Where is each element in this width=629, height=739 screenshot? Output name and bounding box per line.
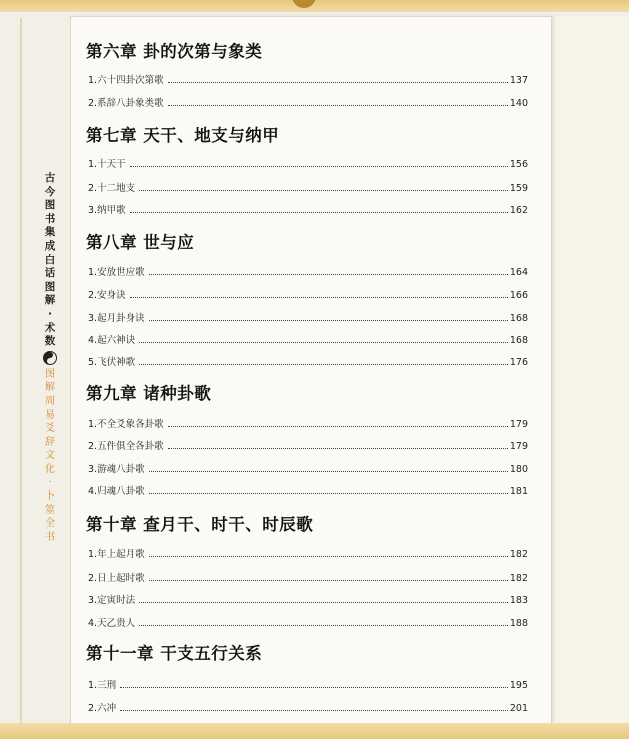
toc-entry[interactable] — [88, 285, 528, 301]
spine-sub-char: 筮 — [45, 504, 55, 516]
spine-sub-char: · — [48, 477, 52, 489]
toc-entry[interactable] — [88, 568, 528, 584]
dot-leader — [149, 579, 508, 581]
bottom-decorative-band — [0, 723, 629, 739]
entry-page: 179 — [509, 441, 528, 452]
entry-label: 3.纳甲歌 — [88, 205, 126, 216]
dot-leader — [130, 165, 508, 167]
entry-label: 1.不全爻象各卦歌 — [88, 419, 164, 430]
spine-sub-char: 解 — [45, 382, 55, 394]
dot-leader — [139, 601, 508, 603]
toc-entry[interactable] — [88, 459, 528, 475]
spine-sub-char: 辞 — [45, 436, 55, 448]
entry-label: 1.年上起月歌 — [88, 549, 145, 560]
entry-page: 164 — [509, 267, 528, 278]
toc-entry[interactable] — [88, 200, 528, 216]
entry-page: 176 — [509, 357, 528, 368]
entry-label: 2.安身诀 — [88, 290, 126, 301]
spine-char: 图 — [44, 199, 56, 212]
entry-page: 180 — [509, 464, 528, 475]
toc-entry[interactable] — [88, 93, 528, 109]
entry-page: 162 — [509, 205, 528, 216]
dot-leader — [139, 363, 508, 365]
entry-label: 2.十二地支 — [88, 183, 136, 194]
entry-label: 1.三刑 — [88, 680, 117, 691]
dot-leader — [130, 296, 508, 298]
toc-entry[interactable] — [88, 436, 528, 452]
chapter-title: 第六章 卦的次第与象类 — [86, 42, 263, 61]
toc-entry[interactable] — [88, 262, 528, 278]
spine-sub-char: 周 — [45, 395, 55, 407]
dot-leader — [139, 624, 508, 626]
entry-label: 4.天乙贵人 — [88, 618, 136, 629]
entry-page: 182 — [509, 573, 528, 584]
entry-label: 3.定寅时法 — [88, 595, 136, 606]
dot-leader — [149, 319, 508, 321]
entry-label: 2.六冲 — [88, 703, 117, 714]
dot-leader — [168, 447, 508, 449]
entry-page: 137 — [509, 75, 528, 86]
toc-entry[interactable] — [88, 154, 528, 170]
entry-page: 168 — [509, 335, 528, 346]
chapter-title: 第十一章 干支五行关系 — [86, 644, 263, 663]
spine-char: 古 — [44, 172, 56, 184]
book-spine-title — [42, 172, 58, 544]
dot-leader — [120, 709, 508, 711]
entry-page: 168 — [509, 313, 528, 324]
dot-leader — [149, 492, 508, 494]
toc-entry[interactable] — [88, 544, 528, 560]
spine-char: 成 — [44, 239, 56, 252]
dot-leader — [149, 555, 508, 557]
toc-entry[interactable] — [88, 675, 528, 691]
entry-page: 183 — [509, 595, 528, 606]
spine-sub-char: 书 — [45, 531, 55, 543]
spine-sub-char: 文 — [45, 450, 55, 462]
spine-char: 话 — [44, 267, 56, 280]
entry-page: 201 — [509, 703, 528, 714]
spine-sub-char: 卜 — [45, 491, 55, 503]
right-margin — [552, 16, 629, 728]
chapter-title: 第七章 天干、地支与纳甲 — [86, 126, 280, 145]
spine-char: 今 — [44, 185, 56, 198]
entry-page: 181 — [509, 486, 528, 497]
toc-entry[interactable] — [88, 698, 528, 714]
toc-entry[interactable] — [88, 330, 528, 346]
toc-entry[interactable] — [88, 613, 528, 629]
spine-sub-char: 图 — [45, 368, 55, 380]
toc-entry[interactable] — [88, 414, 528, 430]
dot-leader — [139, 189, 508, 191]
toc-entry[interactable] — [88, 352, 528, 368]
spine-char: 数 — [44, 335, 56, 348]
spine-char: 术 — [44, 321, 56, 334]
taiji-icon — [43, 351, 57, 365]
toc-entry[interactable] — [88, 70, 528, 86]
spine-char: · — [48, 307, 52, 320]
dot-leader — [149, 273, 508, 275]
entry-label: 2.五件俱全各卦歌 — [88, 441, 164, 452]
entry-label: 3.起月卦身诀 — [88, 313, 145, 324]
chapter-title: 第九章 诸种卦歌 — [86, 384, 212, 403]
left-margin-rule — [20, 18, 22, 723]
dot-leader — [168, 81, 508, 83]
spine-char: 解 — [44, 294, 56, 307]
spine-char: 白 — [44, 253, 56, 266]
dot-leader — [168, 104, 508, 106]
spine-sub-char: 全 — [45, 518, 55, 530]
spine-sub-char: 化 — [45, 463, 55, 475]
entry-page: 182 — [509, 549, 528, 560]
chapter-title: 第八章 世与应 — [86, 233, 195, 252]
entry-label: 2.日上起时歌 — [88, 573, 145, 584]
spine-char: 图 — [44, 280, 56, 293]
entry-page: 156 — [509, 159, 528, 170]
entry-label: 4.归魂八卦歌 — [88, 486, 145, 497]
toc-entry[interactable] — [88, 178, 528, 194]
dot-leader — [130, 211, 508, 213]
entry-page: 188 — [509, 618, 528, 629]
entry-label: 4.起六神诀 — [88, 335, 136, 346]
spine-char: 书 — [44, 212, 56, 225]
entry-page: 159 — [509, 183, 528, 194]
chapter-title: 第十章 查月干、时干、时辰歌 — [86, 515, 314, 534]
spine-char: 集 — [44, 226, 56, 239]
toc-entry[interactable] — [88, 481, 528, 497]
entry-label: 1.安放世应歌 — [88, 267, 145, 278]
entry-label: 2.系辞八卦象类歌 — [88, 98, 164, 109]
dot-leader — [168, 425, 508, 427]
entry-page: 140 — [509, 98, 528, 109]
entry-label: 1.十天干 — [88, 159, 126, 170]
dot-leader — [120, 686, 508, 688]
spine-sub-char: 爻 — [45, 423, 55, 435]
entry-label: 1.六十四卦次第歌 — [88, 75, 164, 86]
dot-leader — [139, 341, 508, 343]
entry-page: 166 — [509, 290, 528, 301]
toc-entry[interactable] — [88, 308, 528, 324]
toc-entry[interactable] — [88, 590, 528, 606]
entry-label: 3.游魂八卦歌 — [88, 464, 145, 475]
entry-page: 179 — [509, 419, 528, 430]
dot-leader — [149, 470, 508, 472]
spine-sub-char: 易 — [45, 409, 55, 421]
entry-label: 5.飞伏神歌 — [88, 357, 136, 368]
entry-page: 195 — [509, 680, 528, 691]
